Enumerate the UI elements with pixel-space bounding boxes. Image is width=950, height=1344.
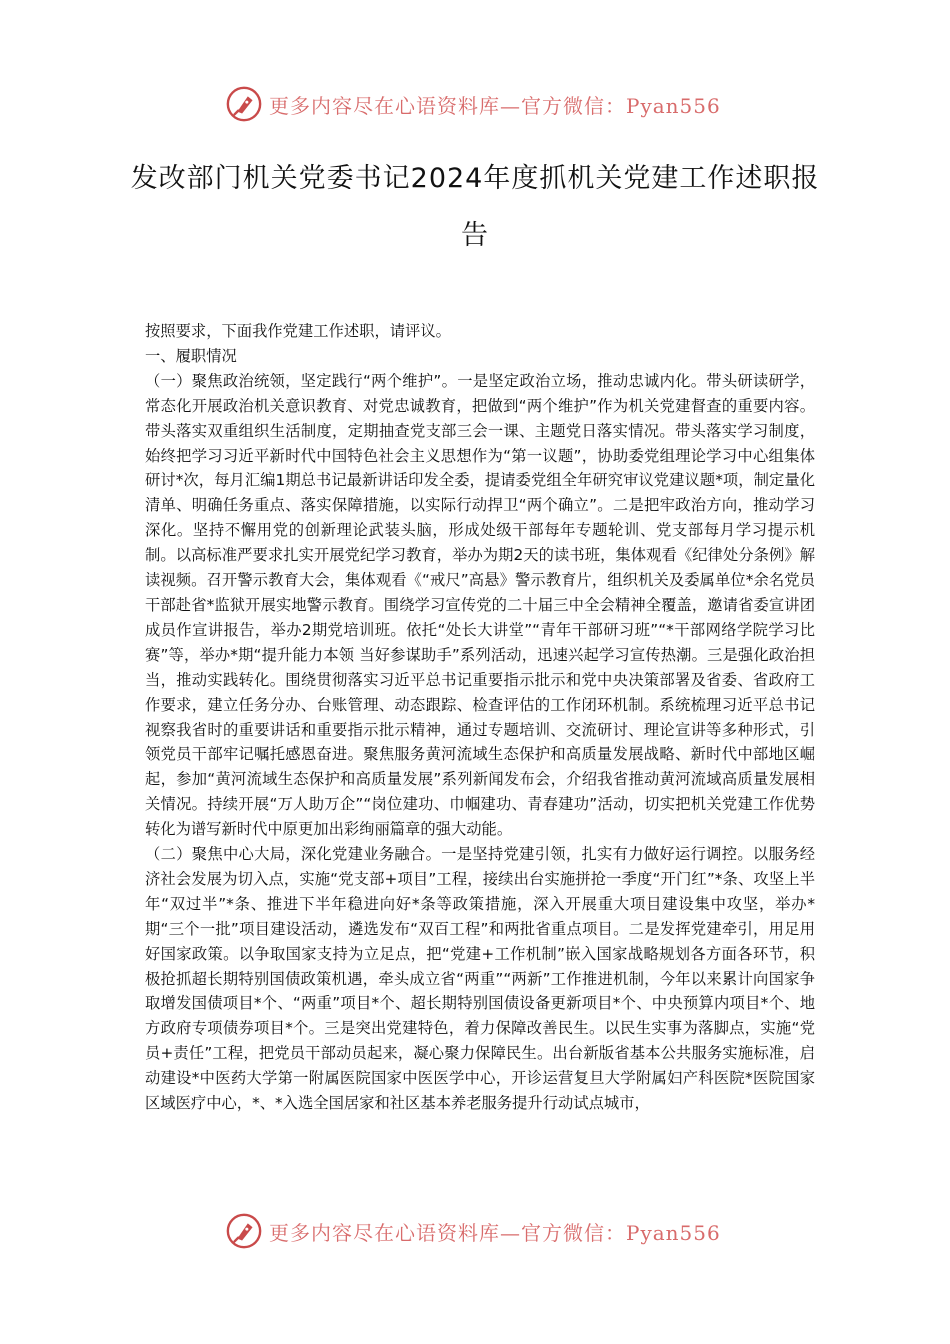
document-body: [145, 319, 815, 1116]
footer-banner-text: 更多内容尽在心语资料库—官方微信：Pyan556: [269, 1220, 721, 1245]
pen-nib-logo-icon: [225, 1212, 263, 1250]
paragraph-intro: 按照要求，下面我作党建工作述职，请评议。: [145, 322, 451, 340]
document-title: 发改部门机关党委书记2024年度抓机关党建工作述职报告: [130, 163, 820, 251]
pen-nib-logo-icon: [225, 85, 263, 123]
paragraph-center-integration: （二）聚焦中心大局，深化党建业务融合。一是坚持党建引领，扎实有力做好运行调控。以服务经济社会发展为切入点，实施“党支部+项目”工程，接续出台实施拼抢一季度“开门红”*条、攻坚上半年“双过半”*条、推进下半年稳进向好*条等政策措施，深入开展重大项目建设集中攻坚，举办*期“三个一批”项目建设活动，遴选发布“双百工程”和两批省重点项目。二是发挥党建牵引，用足用好国家政策。以争取国家支持为立足点，把“党建+工作机制”嵌入国家战略规划各方面各环节，积极抢抓超长期特别国债政策机遇，牵头成立省“两重”“两新”工作推进机制，今年以来累计向国家争取增发国债项目*个、“两重”项目*个、超长期特别国债设备更新项目*个、中央预算内项目*个、地方政府专项债券项目*个。三是突出党建特色，着力保障改善民生。以民生实事为落脚点，实施“党员+责任”工程，把党员干部动员起来，凝心聚力保障民生。出台新版省基本公共服务实施标准，启动建设*中医药大学第一附属医院国家中医医学中心，开诊运营复旦大学附属妇产科医院*医院国家区域医疗中心，*、*入选全国居家和社区基本养老服务提升行动试点城市，: [145, 845, 815, 1113]
section-heading: 一、履职情况: [145, 346, 237, 365]
footer-banner: [225, 1211, 745, 1251]
header-banner-text: 更多内容尽在心语资料库—官方微信：Pyan556: [269, 93, 721, 118]
paragraph-political-leadership: （一）聚焦政治统领，坚定践行“两个维护”。一是坚定政治立场，推动忠诚内化。带头研读研学，常态化开展政治机关意识教育、对党忠诚教育，把做到“两个维护”作为机关党建督查的重要内容。带头落实双重组织生活制度，定期抽查党支部三会一课、主题党日落实情况。带头落实学习制度，始终把学习习近平新时代中国特色社会主义思想作为“第一议题”，协助委党组理论学习中心组集体研讨*次，每月汇编1期总书记最新讲话印发全委，提请委党组全年研究审议党建议题*项，制定量化清单、明确任务重点、落实保障措施，以实际行动捍卫“两个确立”。二是把牢政治方向，推动学习深化。坚持不懈用党的创新理论武装头脑，形成处级干部每年专题轮训、党支部每月学习提示机制。以高标准严要求扎实开展党纪学习教育，举办为期2天的读书班，集体观看《纪律处分条例》解读视频。召开警示教育大会，集体观看《“戒尺”高悬》警示教育片，组织机关及委属单位*余名党员干部赴省*监狱开展实地警示教育。围绕学习宣传党的二十届三中全会精神全覆盖，邀请省委宣讲团成员作宣讲报告，举办2期党培训班。依托“处长大讲堂”“青年干部研习班”“*干部网络学院学习比赛”等，举办*期“提升能力本领 当好参谋助手”系列活动，迅速兴起学习宣传热潮。三是强化政治担当，推动实践转化。围绕贯彻落实习近平总书记重要指示批示和党中央决策部署及省委、省政府工作要求，建立任务分办、台账管理、动态跟踪、检查评估的工作闭环机制。系统梳理习近平总书记视察我省时的重要讲话和重要指示批示精神，通过专题培训、交流研讨、理论宣讲等多种形式，引领党员干部牢记嘱托感恩奋进。聚焦服务黄河流域生态保护和高质量发展战略、新时代中部地区崛起，参加“黄河流域生态保护和高质量发展”系列新闻发布会，介绍我省推动黄河流域高质量发展相关情况。持续开展“万人助万企”“岗位建功、巾帼建功、青春建功”活动，切实把机关党建工作优势转化为谱写新时代中原更加出彩绚丽篇章的强大动能。: [145, 371, 815, 839]
header-banner: [225, 84, 745, 124]
